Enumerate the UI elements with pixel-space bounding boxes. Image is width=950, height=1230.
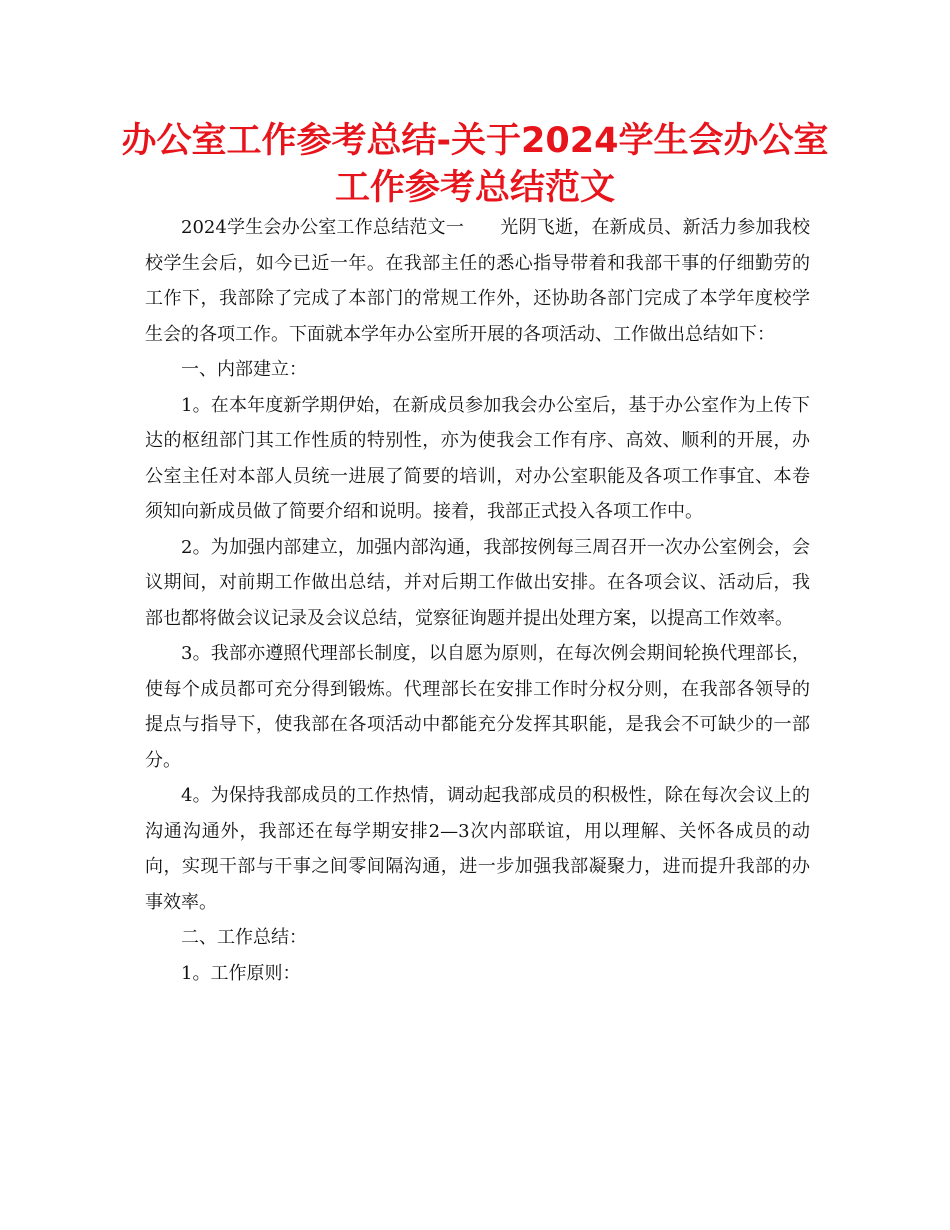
paragraph-intro (145, 210, 810, 352)
document-body (145, 210, 810, 991)
paragraph-item-1: 1。在本年度新学期伊始，在新成员参加我会办公室后，基于办公室作为上传下达的枢纽部门其工作性质的特别性，亦为使我会工作有序、高效、顺利的开展，办公室主任对本部人员统一进展了简要的培训，对办公室职能及各项工作事宜、本卷须知向新成员做了简要介绍和说明。接着，我部正式投入各项工作中。 (145, 394, 810, 522)
paragraph-item-2: 2。为加强内部建立，加强内部沟通，我部按例每三周召开一次办公室例会，会议期间，对前期工作做出总结，并对后期工作做出安排。在各项会议、活动后，我部也都将做会议记录及会议总结，觉察征询题并提出处理方案，以提高工作效率。 (145, 536, 810, 629)
document-title: 办公室工作参考总结-关于2024学生会办公室工作参考总结范文 (121, 121, 829, 208)
paragraph-work-principle: 1。工作原则： (181, 962, 301, 984)
paragraph-item-4: 4。为保持我部成员的工作热情，调动起我部成员的积极性，除在每次会议上的沟通沟通外，我部还在每学期安排2—3次内部联谊，用以理解、关怀各成员的动向，实现干部与干事之间零间隔沟通，进一步加强我部凝聚力，进而提升我部的办事效率。 (145, 785, 810, 913)
section-heading-internal: 一、内部建立： (181, 359, 307, 380)
section-heading-summary: 二、工作总结： (181, 927, 307, 948)
paragraph-item-3: 3。我部亦遵照代理部长制度，以自愿为原则，在每次例会期间轮换代理部长，使每个成员都可充分得到锻炼。代理部长在安排工作时分权分则，在我部各领导的提点与指导下，使我部在各项活动中都能充分发挥其职能，是我会不可缺少的一部分。 (145, 643, 810, 771)
intro-lead: 2024学生会办公室工作总结范文一 (181, 217, 465, 238)
intro-text: 光阴飞逝，在新成员、新活力参加我校校学生会后，如今已近一年。在我部主任的悉心指导带着和我部干事的仔细勤劳的工作下，我部除了完成了本部门的常规工作外，还协助各部门完成了本学年度校学生会的各项工作。下面就本学年办公室所开展的各项活动、工作做出总结如下： (145, 217, 811, 345)
